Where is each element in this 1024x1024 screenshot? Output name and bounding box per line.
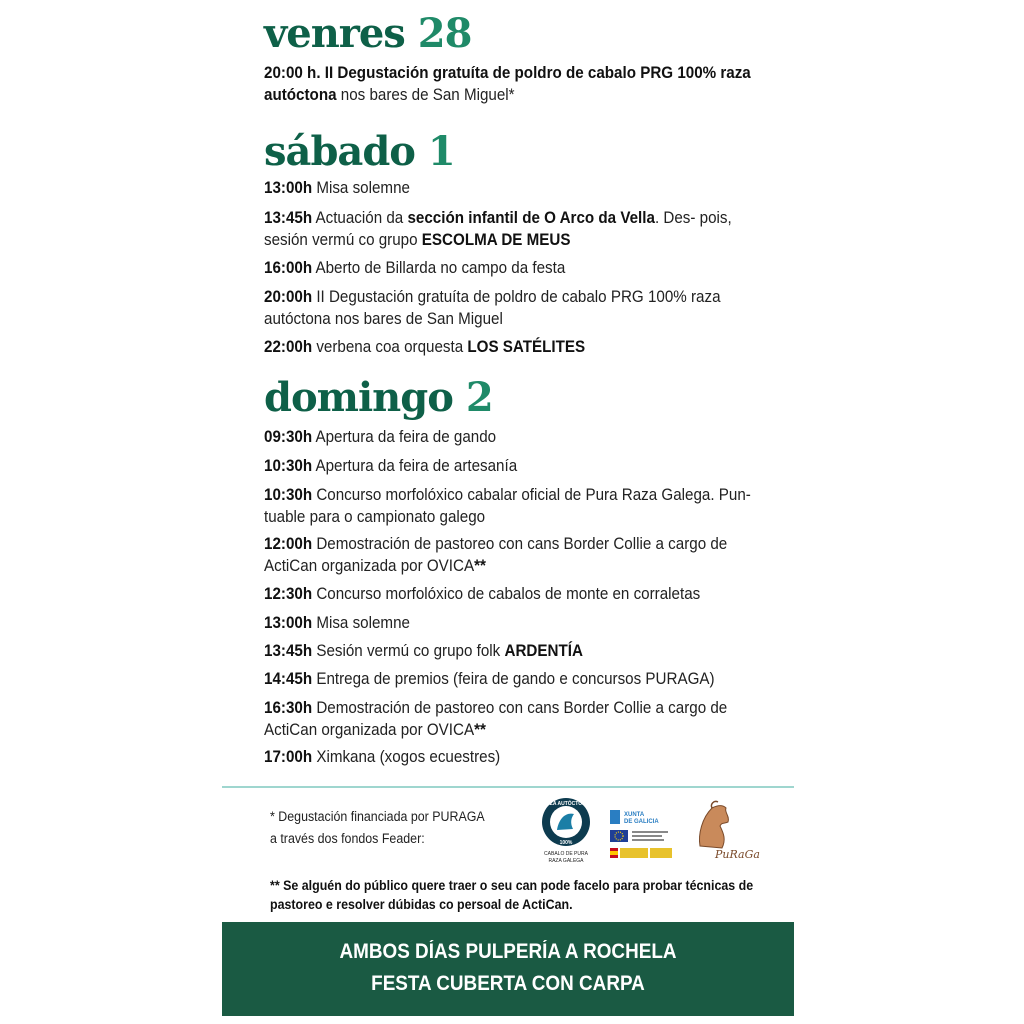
svg-text:DE GALICIA: DE GALICIA bbox=[624, 819, 659, 825]
banner-line-1: AMBOS DÍAS PULPERÍA A ROCHELA bbox=[339, 940, 677, 963]
program-page bbox=[222, 0, 794, 1024]
event-entry: 10:30h Apertura da feira de artesanía bbox=[264, 457, 518, 475]
svg-text:PuRaGa: PuRaGa bbox=[715, 848, 760, 861]
event-entry: 13:45h Actuación da sección infantil de O Arco da Vella. Des- pois, sesión vermú co grupo ESCOLMA DE MEUS bbox=[264, 209, 732, 249]
day-heading-domingo: domingo 2 bbox=[264, 374, 493, 421]
event-entry: 16:30h Demostración de pastoreo con cans Border Collie a cargo de ActiCan organizada por OVICA** bbox=[264, 699, 728, 739]
svg-text:RAZA GALEGA: RAZA GALEGA bbox=[548, 858, 584, 864]
day-heading-venres: venres 28 bbox=[264, 10, 472, 57]
event-entry: 09:30h Apertura da feira de gando bbox=[264, 428, 497, 446]
spain-ministry-logo bbox=[610, 848, 672, 858]
svg-text:RAZA AUTÓCTONA: RAZA AUTÓCTONA bbox=[542, 801, 590, 807]
breed-seal-logo bbox=[542, 798, 590, 864]
event-entry: 13:00h Misa solemne bbox=[264, 179, 410, 197]
svg-text:XUNTA: XUNTA bbox=[624, 812, 645, 818]
event-entry: 20:00 h. II Degustación gratuíta de poldro de cabalo PRG 100% raza autóctona nos bares de San Miguel* bbox=[264, 64, 751, 104]
svg-text:CABALO DE PURA: CABALO DE PURA bbox=[544, 851, 588, 857]
eu-flag-icon bbox=[610, 830, 668, 842]
event-entry: 17:00h Ximkana (xogos ecuestres) bbox=[264, 748, 501, 766]
banner-line-2: FESTA CUBERTA CON CARPA bbox=[371, 972, 645, 995]
day-heading-sabado: sábado 1 bbox=[264, 128, 455, 175]
event-entry: 13:00h Misa solemne bbox=[264, 614, 410, 632]
event-entry: 13:45h Sesión vermú co grupo folk ARDENTÍA bbox=[264, 642, 583, 660]
sponsor-logos bbox=[540, 796, 764, 866]
event-entry: 10:30h Concurso morfolóxico cabalar oficial de Pura Raza Galega. Pun- tuable para o campionato galego bbox=[264, 486, 751, 526]
footnote-dogs: ** Se alguén do público quere traer o seu can pode facelo para probar técnicas de pastoreo e resolver dúbidas co persoal de ActiCan. bbox=[270, 878, 754, 912]
divider bbox=[222, 786, 794, 788]
event-entry: 20:00h II Degustación gratuíta de poldro de cabalo PRG 100% raza autóctona nos bares de San Miguel bbox=[264, 288, 721, 328]
event-entry: 12:00h Demostración de pastoreo con cans Border Collie a cargo de ActiCan organizada por OVICA** bbox=[264, 535, 728, 575]
xunta-logo bbox=[610, 810, 659, 825]
svg-text:100%: 100% bbox=[559, 840, 573, 846]
event-entry: 16:00h Aberto de Billarda no campo da festa bbox=[264, 259, 566, 277]
event-entry: 22:00h verbena coa orquesta LOS SATÉLITES bbox=[264, 338, 586, 356]
footnote-funding: * Degustación financiada por PURAGA a través dos fondos Feader: bbox=[270, 809, 485, 846]
puraga-horse-logo bbox=[700, 801, 760, 861]
event-entry: 12:30h Concurso morfolóxico de cabalos de monte en corraletas bbox=[264, 585, 701, 603]
event-entry: 14:45h Entrega de premios (feira de gando e concursos PURAGA) bbox=[264, 670, 715, 688]
footer-banner bbox=[222, 922, 794, 1016]
